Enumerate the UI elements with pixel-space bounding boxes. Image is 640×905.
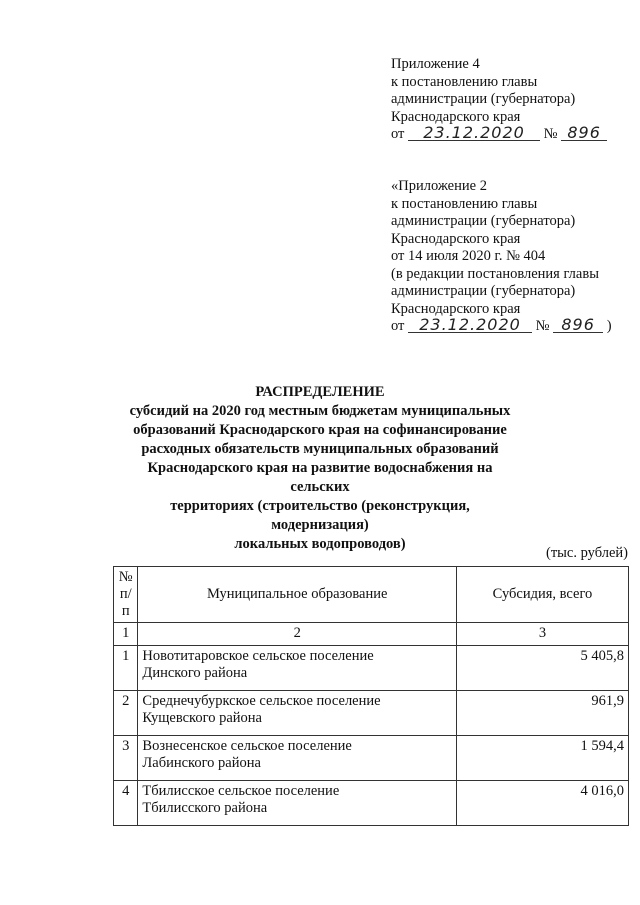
title-line: субсидий на 2020 год местным бюджетам муниципальных: [129, 403, 511, 419]
table-row: [114, 781, 629, 826]
municipality-line: Среднечубуркское сельское поселение: [142, 693, 381, 709]
header-number: № п/п: [114, 567, 138, 623]
table-row: [114, 736, 629, 781]
from-label: от: [391, 318, 405, 334]
column-number: 1: [114, 623, 138, 646]
municipality-line: Динского района: [142, 665, 248, 681]
amount-cell: 961,9: [456, 691, 628, 736]
units-label: (тыс. рублей): [546, 545, 628, 561]
row-number: 3: [114, 736, 138, 781]
closing-paren: ): [606, 318, 612, 334]
subsidy-table: [113, 566, 629, 826]
municipality-line: Новотитаровское сельское поселение: [142, 648, 374, 664]
appendix-2-date-line: [391, 315, 612, 336]
appendix-2-line: Краснодарского края: [391, 300, 521, 317]
municipality-line: Кущевского района: [142, 710, 262, 726]
municipality-cell: [138, 736, 457, 781]
title-heading: РАСПРЕДЕЛЕНИЕ: [255, 384, 385, 400]
municipality-line: Вознесенское сельское поселение: [142, 738, 352, 754]
row-number: 1: [114, 646, 138, 691]
header-municipality: Муниципальное образование: [138, 567, 457, 623]
title-line: локальных водопроводов): [234, 536, 406, 552]
table-row: [114, 691, 629, 736]
appendix-2-line: администрации (губернатора): [391, 213, 576, 229]
from-label: от: [391, 126, 405, 142]
appendix-4-line: Краснодарского края: [391, 108, 521, 125]
amount-cell: 5 405,8: [456, 646, 628, 691]
title-line: расходных обязательств муниципальных образований: [141, 441, 499, 457]
amount-cell: 4 016,0: [456, 781, 628, 826]
appendix-2-line: (в редакции постановления главы: [391, 265, 599, 282]
number-label: №: [543, 126, 558, 142]
appendix-2-line: Краснодарского края: [391, 230, 521, 247]
number-label: №: [535, 318, 550, 334]
column-number: 3: [456, 623, 628, 646]
municipality-line: Тбилисское сельское поселение: [142, 783, 340, 799]
municipality-cell: [138, 646, 457, 691]
document-title: [120, 383, 520, 554]
appendix-4-line: к постановлению главы: [391, 73, 538, 90]
appendix-4-line: Приложение 4: [391, 56, 480, 72]
title-line: территориях (строительство (реконструкция, модернизация): [170, 498, 470, 533]
appendix-2-line: от 14 июля 2020 г. № 404: [391, 248, 546, 264]
municipality-cell: [138, 781, 457, 826]
handwritten-date: 23.12.2020: [408, 318, 532, 333]
handwritten-number: 896: [553, 318, 603, 333]
column-number-row: [114, 623, 629, 646]
municipality-line: Лабинского района: [142, 755, 261, 771]
municipality-line: Тбилисского района: [142, 800, 268, 816]
appendix-2-line: к постановлению главы: [391, 195, 538, 212]
table-row: [114, 646, 629, 691]
amount-cell: 1 594,4: [456, 736, 628, 781]
header-subsidy: Субсидия, всего: [456, 567, 628, 623]
title-line: образований Краснодарского края на софинансирование: [133, 422, 507, 438]
municipality-cell: [138, 691, 457, 736]
appendix-4-block: [391, 56, 607, 144]
row-number: 4: [114, 781, 138, 826]
title-line: Краснодарского края на развитие водоснабжения на сельских: [147, 460, 493, 495]
appendix-4-line: администрации (губернатора): [391, 91, 576, 107]
handwritten-date: 23.12.2020: [408, 126, 540, 141]
row-number: 2: [114, 691, 138, 736]
appendix-2-block: [391, 178, 612, 336]
table-header-row: [114, 567, 629, 623]
appendix-2-line: «Приложение 2: [391, 178, 487, 194]
appendix-4-date-line: [391, 123, 607, 144]
handwritten-number: 896: [561, 126, 607, 141]
column-number: 2: [138, 623, 457, 646]
appendix-2-line: администрации (губернатора): [391, 283, 576, 299]
